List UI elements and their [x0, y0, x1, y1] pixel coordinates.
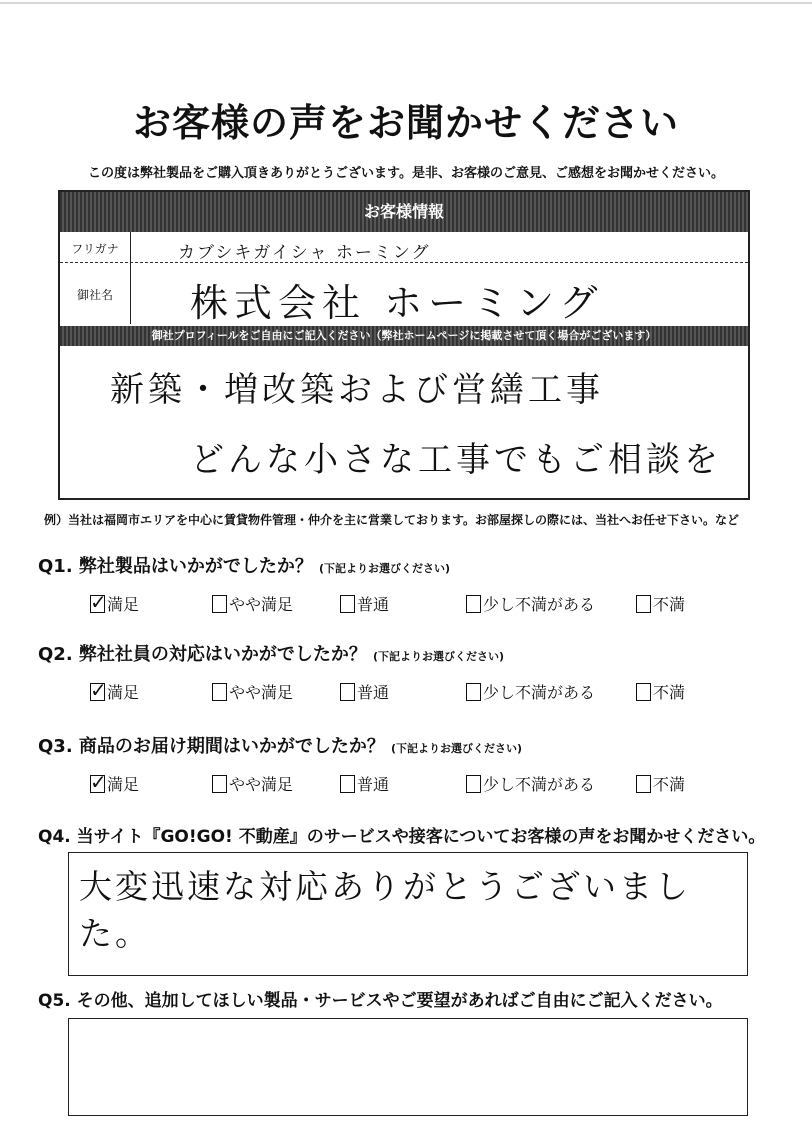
question-2-title: Q2. 弊社社員の対応はいかがでしたか？ (下記よりお選びください) [38, 644, 504, 665]
furigana-divider [60, 262, 748, 263]
option-satisfied[interactable]: ✓ 満足 [90, 589, 140, 614]
question-4-answer: 大変迅速な対応ありがとうございました。 [79, 867, 691, 953]
option-dissatisfied[interactable]: 不満 [636, 680, 685, 703]
question-2-note: (下記よりお選びください) [372, 650, 504, 663]
checkbox[interactable] [340, 775, 355, 793]
furigana-field[interactable]: カブシキガイシャ ホーミング [178, 243, 431, 263]
profile-text-line[interactable]: どんな小さな工事でもご相談を [190, 440, 722, 480]
profile-example-text: 例）当社は福岡市エリアを中心に賃貸物件管理・仲介を主に営業しております。お部屋探しの際には、当社へお任せ下さい。など [44, 513, 740, 527]
checkbox[interactable] [212, 775, 227, 793]
question-5-title: Q5. その他、追加してほしい製品・サービスやご要望があればご自由にご記入ください。 [38, 991, 723, 1011]
option-somewhat-satisfied[interactable]: やや満足 [212, 772, 293, 795]
option-somewhat-satisfied[interactable]: やや満足 [212, 592, 293, 615]
question-3-title: Q3. 商品のお届け期間はいかがでしたか？ (下記よりお選びください) [38, 736, 522, 757]
question-1-note: (下記よりお選びください) [318, 562, 450, 575]
question-5-answer-box[interactable] [68, 1018, 748, 1116]
page-title: お客様の声をお聞かせください [132, 101, 679, 145]
question-4-answer-box[interactable] [68, 852, 748, 976]
checkbox[interactable] [466, 775, 481, 793]
question-1-title: Q1. 弊社製品はいかがでしたか？ (下記よりお選びください) [38, 556, 450, 577]
question-1-options [90, 589, 730, 620]
profile-text-line[interactable]: 新築・増改築および営繕工事 [110, 370, 604, 410]
option-somewhat-dissatisfied[interactable]: 少し不満がある [466, 680, 595, 703]
checkbox[interactable] [90, 769, 107, 794]
question-3-options [90, 769, 730, 800]
option-neutral[interactable]: 普通 [340, 680, 389, 703]
option-dissatisfied[interactable]: 不満 [636, 592, 685, 615]
check-icon: ✓ [90, 589, 107, 614]
checkbox[interactable] [340, 683, 355, 701]
profile-header: 御社プロフィールをご自由にご記入ください（弊社ホームページに掲載させて頂く場合がございます） [60, 326, 748, 346]
question-4-title: Q4. 当サイト『GO!GO! 不動産』のサービスや接客についてお客様の声をお聞かせください。 [38, 827, 766, 847]
checkbox[interactable] [466, 683, 481, 701]
checkbox[interactable] [90, 677, 107, 702]
company-name-field[interactable]: 株式会社 ホーミング [190, 281, 604, 325]
checkbox[interactable] [636, 595, 651, 613]
check-icon: ✓ [90, 769, 107, 794]
page-subtitle: この度は弊社製品をご購入頂きありがとうございます。是非、お客様のご意見、ご感想をお聞かせください。 [88, 166, 724, 181]
option-neutral[interactable]: 普通 [340, 592, 389, 615]
option-dissatisfied[interactable]: 不満 [636, 772, 685, 795]
checkbox[interactable] [212, 595, 227, 613]
checkbox[interactable] [636, 683, 651, 701]
question-2-options [90, 677, 730, 708]
option-satisfied[interactable]: ✓ 満足 [90, 769, 140, 794]
checkbox[interactable] [90, 589, 107, 614]
checkbox[interactable] [636, 775, 651, 793]
check-icon: ✓ [90, 677, 107, 702]
checkbox[interactable] [340, 595, 355, 613]
option-neutral[interactable]: 普通 [340, 772, 389, 795]
top-edge-line [0, 2, 812, 4]
option-somewhat-satisfied[interactable]: やや満足 [212, 680, 293, 703]
checkbox[interactable] [466, 595, 481, 613]
customer-info-box [58, 190, 750, 500]
customer-info-header: お客様情報 [60, 192, 748, 232]
option-satisfied[interactable]: ✓ 満足 [90, 677, 140, 702]
label-column-divider [130, 232, 131, 324]
option-somewhat-dissatisfied[interactable]: 少し不満がある [466, 772, 595, 795]
company-label: 御社名 [76, 288, 113, 302]
option-somewhat-dissatisfied[interactable]: 少し不満がある [466, 592, 595, 615]
checkbox[interactable] [212, 683, 227, 701]
question-3-note: (下記よりお選びください) [390, 742, 522, 755]
furigana-label: フリガナ [71, 242, 119, 256]
